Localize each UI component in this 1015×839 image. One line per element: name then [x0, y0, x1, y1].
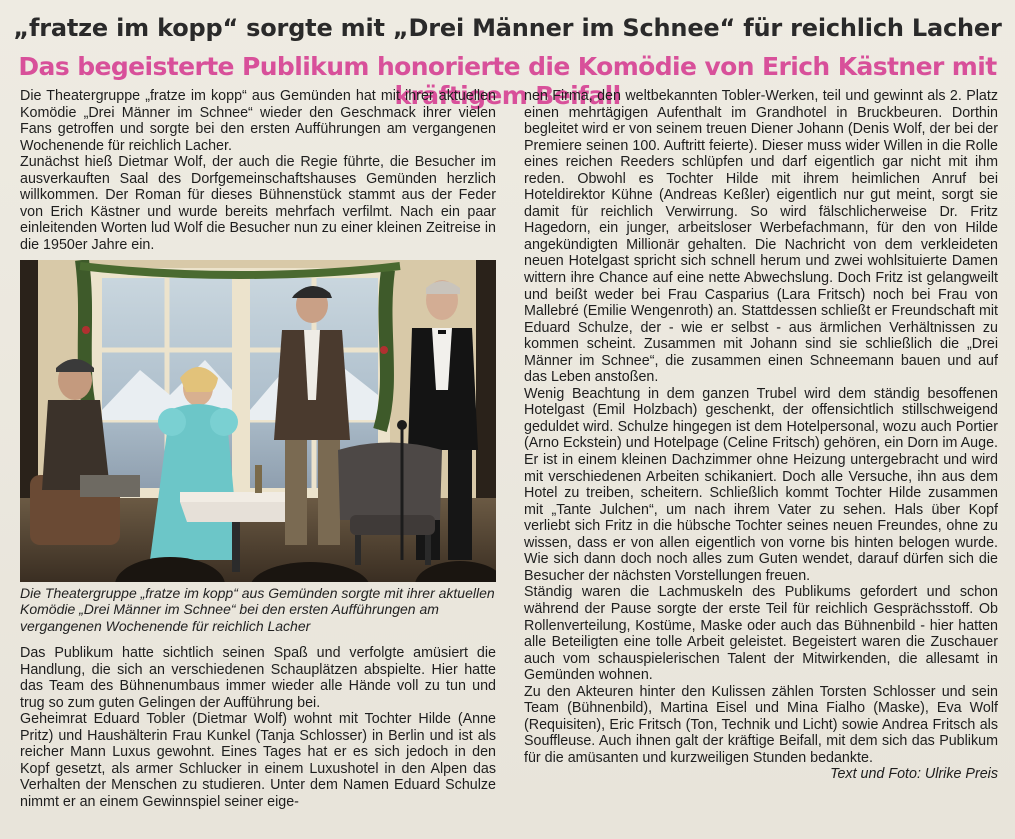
paragraph: Geheimrat Eduard Tobler (Dietmar Wolf) wohnt mit Tochter Hilde (Anne Pritz) und Haushälterin Frau Kunkel (Tanja Schlosser) in Berlin und ist als reicher Mann Luxus gewohnt. Eines Tages hat er es sich jedoch in den Kopf gesetzt, als armer Schlucker in einem Luxushotel in den Alpen das Verhalten der Menschen zu studieren. Unter dem Namen Eduard Schulze nimmt er an einem Gewinnspiel seiner eige- [20, 711, 496, 810]
photo-caption: Die Theatergruppe „fratze im kopp“ aus Gemünden sorgte mit ihrer aktuellen Komödie „Drei Männer im Schnee“ bei den ersten Aufführungen am vergangenen Wochenende für reichlich Lacher [20, 585, 495, 634]
article-column-left-bottom [20, 645, 496, 810]
subheadline: Das begeisterte Publikum honorierte die Komödie von Erich Kästner mit kräftigem Beifall [18, 52, 997, 110]
article-column-right [524, 88, 998, 783]
paragraph: Die Theatergruppe „fratze im kopp“ aus Gemünden hat mit ihrer aktuellen Komödie „Drei Männer im Schnee“ wieder den Geschmack ihrer vielen Fans getroffen und sorgte bei den ersten Aufführungen am vergangenen Wochenende für reichlich Lacher. [20, 88, 496, 154]
paragraph: Ständig waren die Lachmuskeln des Publikums gefordert und schon während der Pause sorgte der erste Teil für reichlich Gesprächsstoff. Ob Rollenverteilung, Kostüme, Maske oder auch das Bühnenbild - hier hatten alle Beteiligten eine tolle Arbeit geleistet. Begeistert waren die Zuschauer auch vom schauspielerischen Talent der Mitwirkenden, die allesamt in Gemünden wohnen. [524, 584, 998, 684]
headline: „fratze im kopp“ sorgte mit „Drei Männer im Schnee“ für reichlich Lacher [13, 14, 1002, 42]
paragraph: Das Publikum hatte sichtlich seinen Spaß und verfolgte amüsiert die Handlung, die sich an verschiedenen Schauplätzen abspielte. Hier hatte das Team des Bühnenumbaus immer wieder alle Hände voll zu tun und trug so zum guten Gelingen der Aufführung bei. [20, 645, 496, 711]
paragraph: nen Firma, den weltbekannten Tobler-Werken, teil und gewinnt als 2. Platz einen mehrtägigen Aufenthalt im Grandhotel in Bruckbeuren. Dorthin begleitet wird er von seinem treuen Diener Johann (Denis Wolf, der bei der Premiere seinen 100. Auftritt feierte). Dieser muss wider Willen in die Rolle eines reichen Reeders schlüpfen und darf eigentlich gar nicht mit ihm reden. Obwohl es Tochter Hilde mit ihrem heimlichen Anruf bei Hoteldirektor Kühne (Andreas Keßler) eigentlich nur gut meint, sorgt sie damit für reichlich Verwirrung. So wird fälschlicherweise Dr. Fritz Hagedorn, ein junger, arbeitsloser Werbefachmann, für den von Hilde angekündigten Millionär gehalten. Die Nachricht von dem verkleideten neuen Hotelgast spricht sich schnell herum und zwei wohlsituierte Damen wittern ihre Chance auf eine nette Abwechslung. Doch Fritz ist gelangweilt und beißt weder bei Frau Casparius (Lara Fritsch) noch bei Frau von Mallebré (Emilie Wengenroth) an. Stattdessen schließt er Freundschaft mit Eduard Schulze, der - wie er selbst - aus ärmlichen Verhältnissen zu kommen scheint. Zusammen mit Johann sind sie schließlich die „Drei Männer im Schnee“, die zusammen einen Schneemann bauen und auf das Leben anstoßen. [524, 88, 998, 386]
stage-photo [20, 260, 496, 582]
paragraph: Wenig Beachtung in dem ganzen Trubel wird dem ständig besoffenen Hotelgast (Emil Holzbach) geschenkt, der offensichtlich stillschweigend geduldet wird. Schulze hingegen ist dem Hotelpersonal, wozu auch Portier (Arno Eckstein) und Hotelpage (Celine Fritsch) gehören, ein Dorn im Auge. Er ist in einem kleinen Dachzimmer ohne Heizung untergebracht und wird mit verschiedenen Arbeiten schikaniert. Doch alle Versuche, ihn aus dem Hotel zu treiben, scheitern. Schließlich kommt Tochter Hilde zusammen mit „Tante Julchen“, um nach ihrem Vater zu sehen. Hals über Kopf verliebt sich Fritz in die hübsche Tochter seines neuen Freundes, ohne zu wissen, dass er von allen eigentlich von vorne bis hinten belogen wurde. Wie sich dann doch noch alles zum Guten wendet, darauf dürfen sich die Besucher der nächsten Vorstellungen freuen. [524, 385, 998, 584]
paragraph: Zunächst hieß Dietmar Wolf, der auch die Regie führte, die Besucher im ausverkauften Saal des Dorfgemeinschaftshauses Gemünden herzlich willkommen. Der Roman für dieses Bühnenstück stammt aus der Feder von Erich Kästner und wurde bereits mehrfach verfilmt. Nach ein paar einleitenden Worten lud Wolf die Besucher nun zu einer kleinen Zeitreise in die 1950er Jahre ein. [20, 154, 496, 253]
article-column-left-top [20, 88, 496, 253]
author-credit: Text und Foto: Ulrike Preis [830, 766, 998, 783]
paragraph: Zu den Akteuren hinter den Kulissen zählen Torsten Schlosser und sein Team (Bühnenbild), Martina Eisel und Mina Fialho (Maske), Eva Wolf (Requisiten), Eric Fritsch (Ton, Technik und Licht) sowie Andrea Fritsch als Souffleuse. Auch ihnen galt der kräftige Beifall, mit dem sich das Publikum für die amüsanten und kurzweiligen Stunden bedankte. [524, 683, 998, 766]
